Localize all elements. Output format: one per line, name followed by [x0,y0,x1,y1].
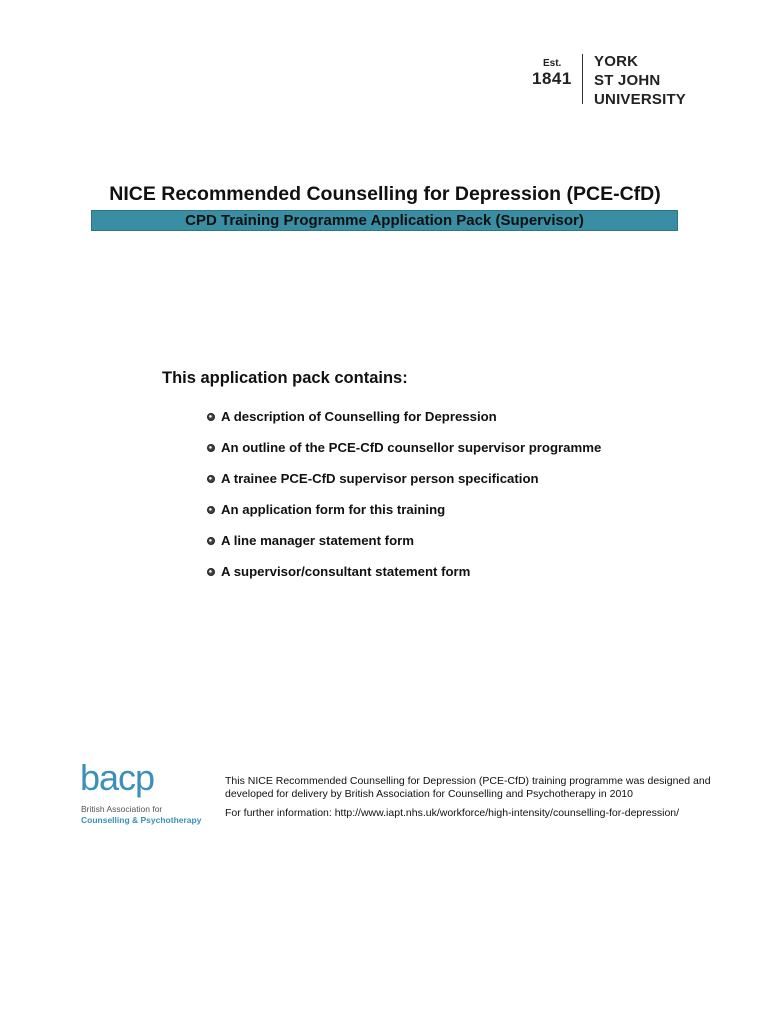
bullet-icon [207,413,215,421]
list-item-text: A description of Counselling for Depression [221,409,497,424]
bullet-icon [207,506,215,514]
bacp-subtitle-line2: Counselling & Psychotherapy [81,815,202,825]
list-item [205,439,601,470]
subtitle-text: CPD Training Programme Application Pack (Supervisor) [185,212,584,229]
bullet-icon [207,475,215,483]
logo-university-name [594,52,686,109]
bullet-icon [207,537,215,545]
bacp-wordmark: bacp [80,757,155,798]
logo-est-label: Est. [543,58,562,69]
document-title: NICE Recommended Counselling for Depression (PCE-CfD) [109,183,661,205]
list-item-text: An application form for this training [221,502,446,517]
logo-year: 1841 [532,69,572,88]
contents-list [205,408,601,594]
logo-name-line: YORK [594,53,639,70]
bullet-icon [207,568,215,576]
list-item [205,470,601,501]
subtitle-banner [91,210,678,231]
list-item [205,501,601,532]
bacp-subtitle-line1: British Association for [81,804,163,814]
contents-heading: This application pack contains: [162,369,408,387]
list-item-text: A line manager statement form [221,533,414,548]
york-st-john-logo [529,52,709,106]
footer-further-info: For further information: http://www.iapt.nhs.uk/workforce/high-intensity/counselling-for-depression/ [225,807,680,819]
logo-name-line: UNIVERSITY [594,91,687,108]
list-item-text: A supervisor/consultant statement form [221,564,471,579]
list-item-text: An outline of the PCE-CfD counsellor supervisor programme [221,440,602,455]
footer-info [225,775,730,826]
bullet-icon [207,444,215,452]
bacp-logo [80,757,215,829]
list-item [205,563,601,594]
list-item [205,532,601,563]
logo-name-line: ST JOHN [594,72,661,89]
footer-description: This NICE Recommended Counselling for Depression (PCE-CfD) training programme was designed and developed for delivery by British Association for Counselling and Psychotherapy in 2010 [225,775,711,800]
list-item [205,408,601,439]
logo-divider [582,54,583,104]
list-item-text: A trainee PCE-CfD supervisor person specification [221,471,539,486]
